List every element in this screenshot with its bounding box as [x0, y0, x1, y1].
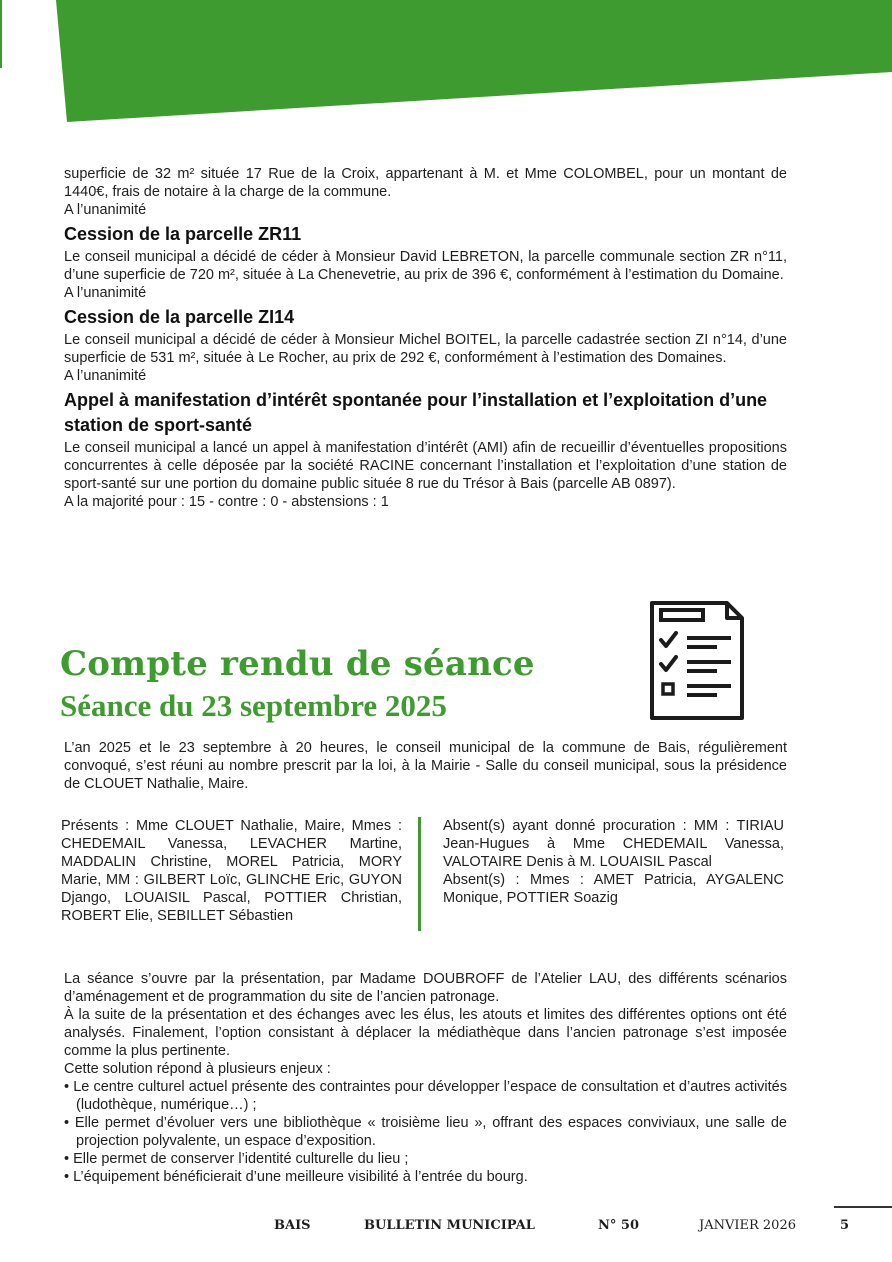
session-body: [64, 970, 787, 1186]
decisions-section: [64, 165, 787, 511]
present-list: Présents : Mme CLOUET Nathalie, Maire, Mmes : CHEDEMAIL Vanessa, LEVACHER Martine, MADDALIN Christine, MOREL Patricia, MORY Marie, MM : GILBERT Loïc, GLINCHE Eric, GUYON Django, LOUAISIL Pascal, POTTIER Christian, ROBERT Elie, SEBILLET Sébastien: [61, 818, 402, 924]
section-heading: Cession de la parcelle ZI14: [64, 307, 295, 327]
section-text: Le conseil municipal a décidé de céder à Monsieur Michel BOITEL, la parcelle cadastrée section ZI n°14, d’une superficie de 531 m², située à Le Rocher, au prix de 292 €, conformément à l’estimation des Domaines.: [64, 332, 787, 366]
footer-town: BAIS: [274, 1218, 311, 1233]
present-column: [61, 817, 402, 925]
vote-result: A l’unanimité: [64, 285, 147, 301]
page-number: 5: [840, 1218, 850, 1233]
section-heading: Appel à manifestation d’intérêt spontanée pour l’installation et l’exploitation d’une station de sport-santé: [64, 390, 768, 435]
body-paragraph: Cette solution répond à plusieurs enjeux :: [64, 1061, 331, 1077]
body-paragraph: À la suite de la présentation et des échanges avec les élus, les atouts et limites des différentes options ont été analysés. Finalement, l’option consistant à déplacer la médiathèque dans l’ancien patronage s’est imposée comme la plus pertinente.: [64, 1007, 787, 1059]
body-paragraph: La séance s’ouvre par la présentation, par Madame DOUBROFF de l’Atelier LAU, des différents scénarios d’aménagement et de programmation du site de l’ancien patronage.: [64, 971, 787, 1005]
section-heading: Cession de la parcelle ZR11: [64, 224, 302, 244]
footer-issue: N° 50: [598, 1218, 639, 1233]
footer-date: JANVIER 2026: [699, 1218, 796, 1233]
list-item: • Elle permet de conserver l’identité culturelle du lieu ;: [64, 1151, 409, 1167]
report-title: Compte rendu de séance: [60, 644, 535, 684]
list-item: • Elle permet d’évoluer vers une bibliothèque « troisième lieu », offrant des espaces conviviaux, une salle de projection polyvalente, un espace d’exposition.: [64, 1115, 787, 1149]
absent-list: Absent(s) : Mmes : AMET Patricia, AYGALENC Monique, POTTIER Soazig: [443, 872, 784, 906]
footer-publication: BULLETIN MUNICIPAL: [364, 1218, 535, 1233]
header-banner: [0, 0, 892, 125]
proxy-list: Absent(s) ayant donné procuration : MM : TIRIAU Jean-Hugues à Mme CHEDEMAIL Vanessa, VALOTAIRE Denis à M. LOUAISIL Pascal: [443, 818, 784, 870]
absent-column: [443, 817, 784, 907]
footer-rule: [834, 1206, 892, 1208]
section-text: Le conseil municipal a décidé de céder à Monsieur David LEBRETON, la parcelle communale section ZR n°11, d’une superficie de 720 m², située à La Chenevetrie, au prix de 396 €, conformément à l’estimation du Domaine.: [64, 249, 787, 283]
list-item: • Le centre culturel actuel présente des contraintes pour développer l’espace de consultation et d’autres activités (ludothèque, numérique…) ;: [64, 1079, 787, 1113]
session-intro: [64, 739, 787, 793]
column-divider: [418, 817, 421, 931]
vote-result: A l’unanimité: [64, 202, 147, 218]
intro-paragraph: superficie de 32 m² située 17 Rue de la Croix, appartenant à M. et Mme COLOMBEL, pour un montant de 1440€, frais de notaire à la charge de la commune.: [64, 166, 787, 200]
vote-result: A la majorité pour : 15 - contre : 0 - abstensions : 1: [64, 494, 389, 510]
vote-result: A l’unanimité: [64, 368, 147, 384]
checklist-icon: [645, 598, 747, 722]
section-text: Le conseil municipal a lancé un appel à manifestation d’intérêt (AMI) afin de recueillir d’éventuelles propositions concurrentes à celle déposée par la société RACINE concernant l’installation et l’exploitation d’une station de sport-santé sur une portion du domaine public située 8 rue du Trésor à Bais (parcelle AB 0897).: [64, 440, 787, 492]
session-intro-text: L’an 2025 et le 23 septembre à 20 heures, le conseil municipal de la commune de Bais, régulièrement convoqué, s’est réuni au nombre prescrit par la loi, à la Mairie - Salle du conseil municipal, sous la présidence de CLOUET Nathalie, Maire.: [64, 740, 787, 792]
page-footer: [0, 1218, 892, 1238]
report-subtitle: Séance du 23 septembre 2025: [60, 688, 447, 723]
list-item: • L’équipement bénéficierait d’une meilleure visibilité à l’entrée du bourg.: [64, 1169, 528, 1185]
